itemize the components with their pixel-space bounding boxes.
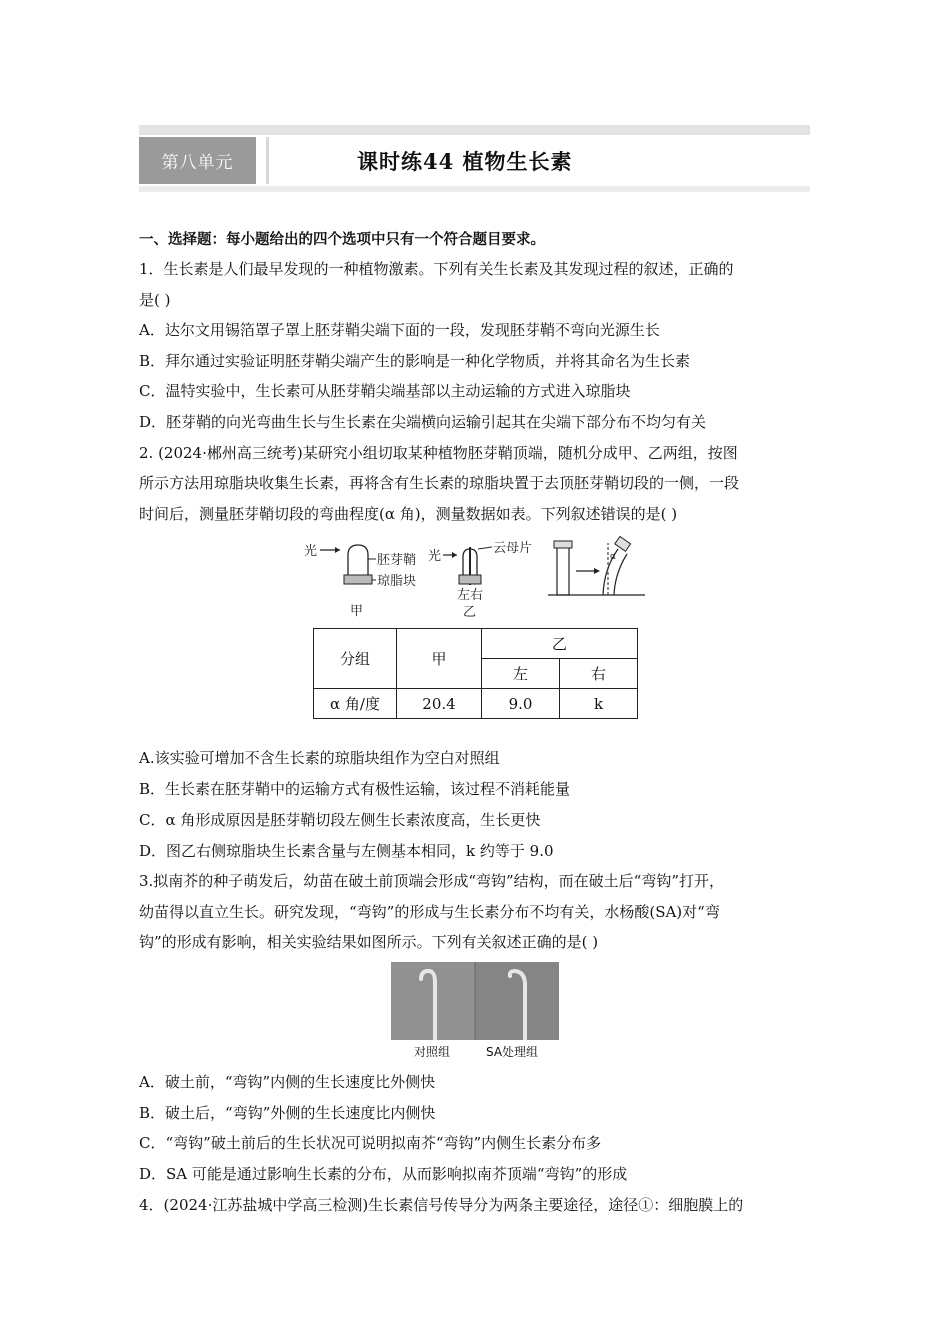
agar-block-b — [459, 575, 481, 584]
q3-option-c: C．“弯钩”破土前后的生长状况可说明拟南芥“弯钩”内侧生长素分布多 — [139, 1134, 602, 1152]
unit-label: 第八单元 — [139, 137, 256, 184]
q1-stem-line2: 是( ) — [139, 291, 171, 309]
q3-stem-line2: 幼苗得以直立生长。研究发现，“弯钩”的形成与生长素分布不均有关，水杨酸(SA)对“弯 — [139, 903, 720, 921]
q2-stem-line3: 时间后，测量胚芽鞘切段的弯曲程度(α 角)，测量数据如表。下列叙述错误的是( ) — [139, 505, 678, 523]
header-left: 左 — [482, 659, 560, 689]
bent-coleoptile-right — [614, 554, 627, 595]
q4-stem-line1: 4．(2024·江苏盐城中学高三检测)生长素信号传导分为两条主要途径，途径①：细胞膜上的 — [139, 1196, 744, 1214]
header-group: 分组 — [314, 629, 397, 689]
q3-stem-line1: 3.拟南芥的种子萌发后，幼苗在破土前顶端会形成“弯钩”结构，而在破土后“弯钩”打开， — [139, 872, 724, 890]
q2-option-a: A.该实验可增加不含生长素的琼脂块组作为空白对照组 — [139, 749, 500, 767]
q1-stem-line1: 1．生长素是人们最早发现的一种植物激素。下列有关生长素及其发现过程的叙述，正确的 — [139, 260, 734, 278]
value-jia: 20.4 — [397, 689, 482, 719]
process-arrowhead — [594, 568, 600, 574]
q2-option-b: B．生长素在胚芽鞘中的运输方式有极性运输，该过程不消耗能量 — [139, 780, 571, 798]
header-top-bar — [139, 125, 810, 135]
light-arrowhead-b — [452, 552, 457, 558]
light-label-a: 光 — [304, 544, 318, 559]
header-jia: 甲 — [397, 629, 482, 689]
q2-stem-line2: 所示方法用琼脂块收集生长素，再将含有生长素的琼脂块置于去顶胚芽鞘切段的一侧，一段 — [139, 474, 740, 492]
caption-sa: SA处理组 — [486, 1045, 539, 1059]
q1-option-c: C．温特实验中，生长素可从胚芽鞘尖端基部以主动运输的方式进入琼脂块 — [139, 382, 631, 400]
q1-option-b: B．拜尔通过实验证明胚芽鞘尖端产生的影响是一种化学物质，并将其命名为生长素 — [139, 352, 691, 370]
group-b-label: 乙 — [463, 605, 477, 620]
row-label: α 角/度 — [314, 689, 397, 719]
agar-label: 琼脂块 — [377, 574, 417, 589]
q2-experiment-figure — [300, 533, 680, 623]
agar-block-on-top — [554, 541, 572, 548]
tilted-agar-block — [615, 536, 631, 551]
page-title: 课时练44 植物生长素 — [357, 148, 573, 174]
left-right-label: 左右 — [457, 588, 484, 603]
q3-option-b: B．破土后，“弯钩”外侧的生长速度比内侧快 — [139, 1104, 436, 1122]
header-right: 右 — [560, 659, 638, 689]
mica-label: 云母片 — [493, 541, 533, 556]
q3-seedling-photo — [391, 962, 559, 1040]
value-left: 9.0 — [482, 689, 560, 719]
value-right: k — [560, 689, 638, 719]
header-yi: 乙 — [482, 629, 638, 659]
title-box — [266, 137, 813, 184]
q2-data-table — [313, 628, 638, 719]
alpha-label: α — [610, 552, 616, 562]
group-a-label: 甲 — [350, 604, 364, 619]
q3-stem-line3: 钩”的形成有影响，相关实验结果如图所示。下列有关叙述正确的是( ) — [139, 933, 599, 951]
agar-block-a — [344, 575, 372, 584]
q1-option-d: D．胚芽鞘的向光弯曲生长与生长素在尖端横向运输引起其在尖端下部分布不均匀有关 — [139, 413, 707, 431]
q2-option-d: D．图乙右侧琼脂块生长素含量与左侧基本相同，k 约等于 9.0 — [139, 842, 554, 860]
q3-option-a: A．破土前，“弯钩”内侧的生长速度比外侧快 — [139, 1073, 436, 1091]
coleoptile-label: 胚芽鞘 — [377, 553, 417, 568]
q2-stem-line1: 2. (2024·郴州高三统考)某研究小组切取某种植物胚芽鞘顶端，随机分成甲、乙两组，按图 — [139, 444, 738, 462]
q3-option-d: D．SA 可能是通过影响生长素的分布，从而影响拟南芥顶端“弯钩”的形成 — [139, 1165, 628, 1183]
photo-right-panel — [475, 962, 559, 1040]
light-arrowhead-a — [335, 547, 340, 553]
coleoptile-tip-a — [348, 545, 368, 575]
mica-pointer — [478, 547, 492, 549]
light-label-b: 光 — [428, 549, 442, 564]
caption-control: 对照组 — [414, 1045, 451, 1059]
q2-option-c: C．α 角形成原因是胚芽鞘切段左侧生长素浓度高，生长更快 — [139, 811, 541, 829]
decapitated-coleoptile — [557, 547, 569, 595]
header-bottom-bar — [139, 186, 810, 192]
q1-option-a: A．达尔文用锡箔罩子罩上胚芽鞘尖端下面的一段，发现胚芽鞘不弯向光源生长 — [139, 321, 660, 339]
section-heading: 一、选择题：每小题给出的四个选项中只有一个符合题目要求。 — [139, 232, 545, 248]
